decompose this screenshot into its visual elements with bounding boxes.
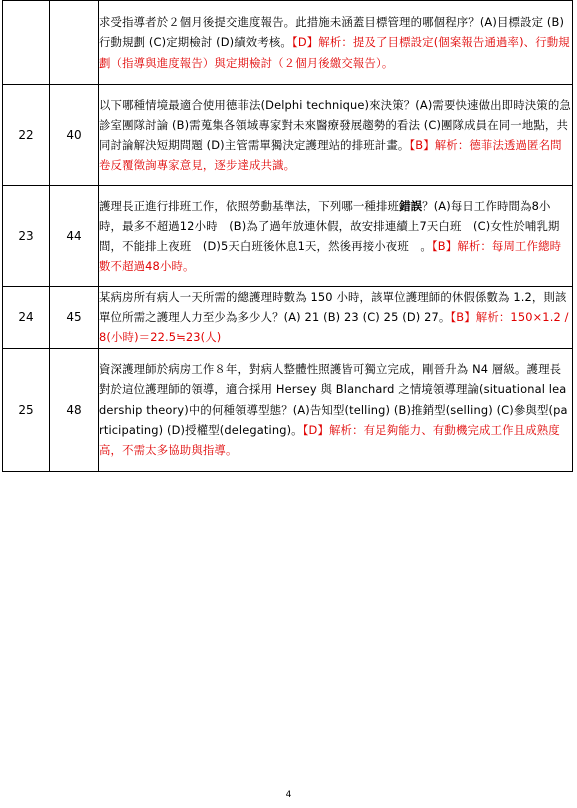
question-text: 某病房所有病人一天所需的總護理時數為 150 小時，該單位護理師的休假係數為 1.2，則該單位所需之護理人力至少為多少人？(A) 21 (B) 23 (C) 25 (D) 27。 — [99, 290, 567, 325]
table-row — [3, 287, 573, 349]
answer-explanation: 【B】解析：每周工作總時數不超過48小時。 — [99, 239, 562, 274]
question-number: 48 — [50, 348, 99, 471]
row-number — [3, 1, 50, 85]
answer-explanation: 【D】解析：有足夠能力、有動機完成工作且成熟度高，不需太多協助與指導。 — [99, 422, 560, 457]
question-text-start: 護理長正進行排班工作，依照勞動基準法，下列哪一種排班 — [99, 198, 400, 213]
emphasis-word: 錯誤 — [399, 198, 423, 213]
question-text-end: ？(A)每日工作時間為8小時，最多不超過12小時 (B)為了過年放連休假，故安排連續上7天白班 (C)女性於哺乳期間，不能排上夜班 (D)5天白班後休息1天，然後再接小夜班 。 — [99, 198, 560, 253]
question-cell — [99, 348, 573, 471]
question-cell — [99, 85, 573, 186]
question-cell — [99, 287, 573, 349]
page-number: 4 — [285, 790, 292, 800]
question-number: 44 — [50, 186, 99, 287]
table-row — [3, 186, 573, 287]
answer-explanation: 【B】解析：德菲法透過匿名問卷反覆徵詢專家意見，逐步達成共識。 — [99, 138, 562, 173]
question-table — [2, 0, 573, 472]
answer-explanation: 【D】解析：提及了目標設定(個案報告通過率)、行動規劃（指導與進度報告）與定期檢討（２個月後繳交報告）。 — [99, 35, 570, 70]
row-number: 22 — [3, 85, 50, 186]
question-text: 資深護理師於病房工作８年，對病人整體性照護皆可獨立完成，剛晉升為 N4 層級。護理長對於這位護理師的領導，適合採用 Hersey 與 Blanchard 之情境領導理論(situational leadership theory)中的何種領導型態？(A)告知型(telling) (B)推銷型(selling) (C)參與型(participating) (D)授權型(delegating)。 — [99, 362, 568, 437]
question-text: 求受指導者於２個月後提交進度報告。此措施未涵蓋目標管理的哪個程序？(A)目標設定 (B)行動規劃 (C)定期檢討 (D)績效考核。 — [99, 15, 565, 50]
row-number: 24 — [3, 287, 50, 349]
table-row — [3, 85, 573, 186]
answer-explanation: 【B】解析：150×1.2 / 8(小時)＝22.5≒23(人) — [99, 310, 569, 345]
question-cell — [99, 1, 573, 85]
table-row — [3, 1, 573, 85]
row-number: 23 — [3, 186, 50, 287]
question-text: 以下哪種情境最適合使用德菲法(Delphi technique)來決策？(A)需要快速做出即時決策的急診室團隊討論 (B)需蒐集各領域專家對未來醫療發展趨勢的看法 (C)團隊成員在同一地點，共同討論解決短期問題 (D)主管需單獨決定護理站的排班計畫。 — [99, 97, 571, 152]
row-number: 25 — [3, 348, 50, 471]
table-row — [3, 348, 573, 471]
question-number: 40 — [50, 85, 99, 186]
question-number — [50, 1, 99, 85]
question-cell — [99, 186, 573, 287]
question-number: 45 — [50, 287, 99, 349]
